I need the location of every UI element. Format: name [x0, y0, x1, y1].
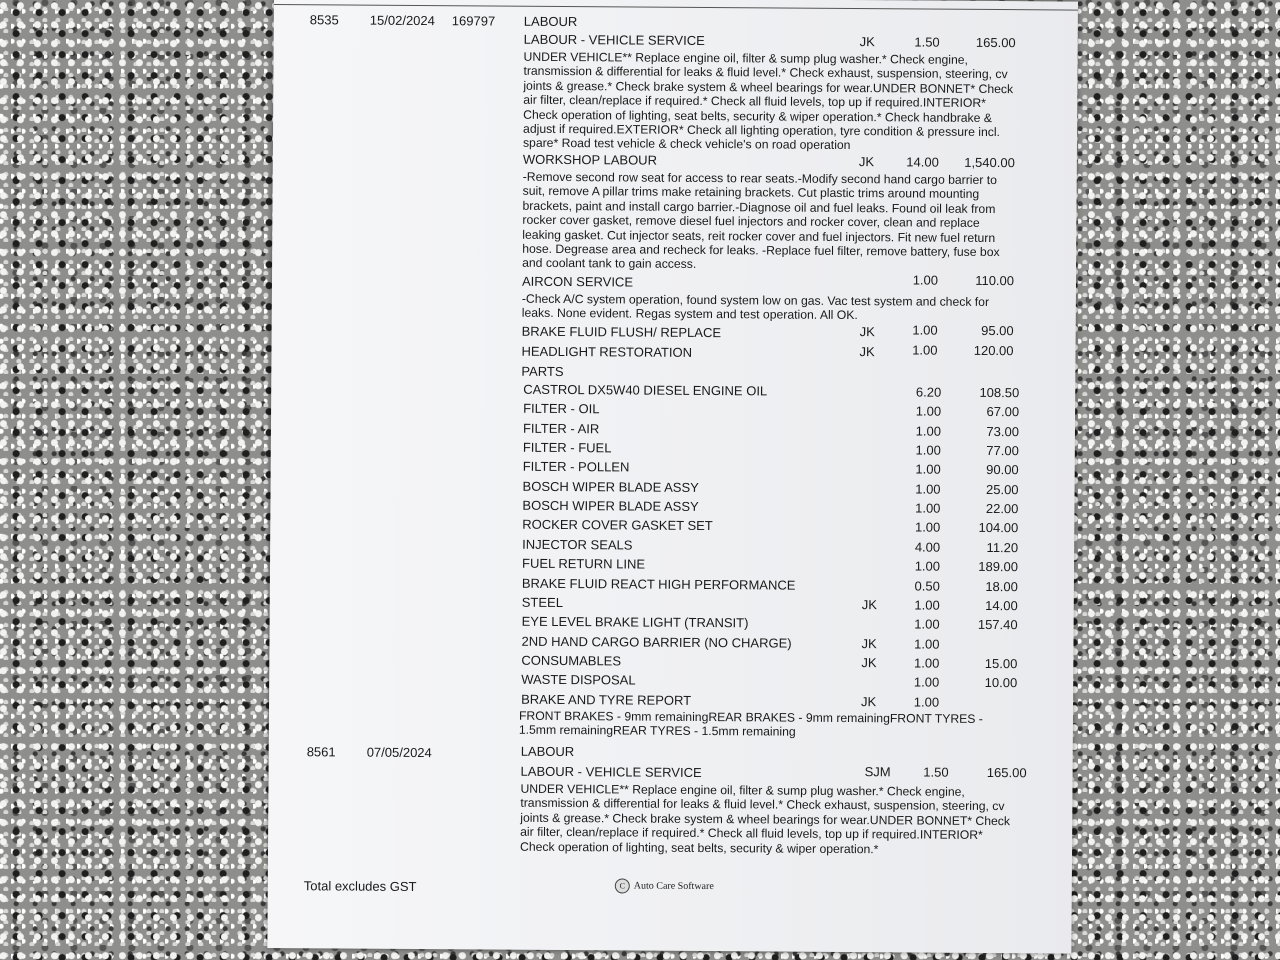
line-amount: 120.00 — [973, 342, 1014, 359]
part-qty: 1.00 — [915, 500, 941, 516]
part-qty: 1.00 — [915, 423, 942, 439]
part-amount: 11.20 — [986, 539, 1019, 556]
section-label-labour: LABOUR — [523, 13, 578, 30]
part-qty: 1.00 — [914, 616, 940, 632]
part-description: CONSUMABLES — [521, 652, 622, 669]
part-qty: 4.00 — [914, 539, 941, 555]
line-notes: UNDER VEHICLE** Replace engine oil, filter & sump plug washer.* Check engine, transmission & differential for leaks & fluid level.* Check exhaust, suspension, steering, cv joints & grease.* Check brake system & wheel bearings for wear.UNDER BONNET* Check air filter, clean/replace if required.* Check all fluid levels, top up if required.INTERIOR* Check operation of lighting, seat belts, security & wiper operation.* — [520, 781, 1011, 856]
part-amount: 189.00 — [978, 559, 1019, 575]
line-description: LABOUR - VEHICLE SERVICE — [520, 763, 702, 781]
part-qty: 1.00 — [915, 442, 941, 458]
part-tech: JK — [861, 655, 877, 671]
part-amount: 25.00 — [985, 481, 1019, 497]
line-description: HEADLIGHT RESTORATION — [521, 343, 693, 360]
part-qty: 1.00 — [913, 674, 940, 690]
part-description: BOSCH WIPER BLADE ASSY — [522, 497, 699, 515]
line-tech: JK — [859, 344, 875, 360]
software-brand — [615, 878, 714, 894]
part-amount: 15.00 — [984, 655, 1018, 672]
line-amount: 1,540.00 — [964, 154, 1015, 171]
part-qty: 1.00 — [913, 655, 940, 671]
line-notes: -Remove second row seat for access to rear seats.-Modify second hand cargo barrier to suit, remove A pillar trims make retaining brackets. Cut plastic trims around mounting brackets, paint and install cargo barrier.-Diagnose oil and fuel leaks. Found oil leak from rocker cover gasket, remove diesel fuel injectors and rocker cover, clean and replace leaking gasket. Cut injector seats, reit rocker cover and fuel injectors. Fit new fuel return hose. Degrease area and recheck for leaks. -Replace fuel filter, remove battery, fuse box and coolant tank to gain access. — [522, 169, 1000, 272]
part-amount — [945, 694, 1017, 695]
part-description: INJECTOR SEALS — [522, 536, 633, 553]
section-label-labour: LABOUR — [520, 743, 575, 760]
part-description: BOSCH WIPER BLADE ASSY — [522, 478, 699, 495]
line-tech: JK — [859, 34, 875, 50]
section-label-parts: PARTS — [521, 363, 564, 380]
line-amount: 165.00 — [975, 34, 1016, 51]
part-description: ROCKER COVER GASKET SET — [522, 517, 713, 534]
part-amount — [946, 636, 1018, 637]
part-qty: 1.00 — [914, 519, 941, 536]
part-qty: 1.00 — [915, 481, 941, 497]
line-amount: 165.00 — [986, 764, 1027, 781]
part-description: STEEL — [521, 594, 564, 610]
part-qty: 1.00 — [913, 694, 940, 710]
part-description: EYE LEVEL BRAKE LIGHT (TRANSIT) — [521, 613, 749, 631]
software-name: Auto Care Software — [633, 880, 714, 893]
part-amount: 10.00 — [984, 675, 1018, 691]
line-qty: 1.50 — [923, 764, 949, 780]
header-rule — [274, 0, 1078, 11]
report-note: FRONT BRAKES - 9mm remainingREAR BRAKES - 9mm remainingFRONT TYRES - 1.5mm remainingREAR TYRES - 1.5mm remaining — [518, 708, 983, 740]
part-qty: 6.20 — [915, 384, 942, 400]
part-description: FILTER - AIR — [522, 420, 600, 436]
part-description: BRAKE FLUID REACT HIGH PERFORMANCE — [521, 575, 796, 593]
job-date: 07/05/2024 — [366, 744, 432, 761]
line-qty: 14.00 — [906, 154, 939, 170]
part-amount: 22.00 — [985, 501, 1019, 517]
line-qty: 1.00 — [912, 342, 938, 358]
part-amount: 67.00 — [986, 404, 1020, 420]
line-tech: SJM — [864, 764, 891, 780]
total-note: Total excludes GST — [303, 878, 417, 895]
part-amount: 108.50 — [979, 384, 1020, 401]
line-amount: 110.00 — [975, 272, 1015, 289]
part-description: FILTER - OIL — [523, 401, 600, 417]
job-number: 8535 — [309, 12, 339, 28]
part-description: BRAKE AND TYRE REPORT — [521, 691, 692, 708]
invoice-sheet — [267, 0, 1078, 954]
job-date: 15/02/2024 — [369, 12, 435, 29]
line-description: WORKSHOP LABOUR — [522, 151, 658, 168]
part-qty: 0.50 — [914, 577, 940, 594]
part-description: FUEL RETURN LINE — [521, 555, 646, 572]
line-qty: 1.50 — [914, 34, 940, 50]
part-description: WASTE DISPOSAL — [521, 671, 636, 688]
part-description: CASTROL DX5W40 DIESEL ENGINE OIL — [523, 381, 768, 399]
part-tech: JK — [861, 693, 877, 709]
copyright-logo-icon: C — [615, 878, 630, 893]
part-amount: 104.00 — [978, 520, 1019, 536]
part-amount: 73.00 — [986, 423, 1020, 439]
line-notes: UNDER VEHICLE** Replace engine oil, filter & sump plug washer.* Check engine, transmission & differential for leaks & fluid level.* Check exhaust, suspension, steering, cv joints & grease.* Check brake system & wheel bearings for wear.UNDER BONNET* Check air filter, clean/replace if required.* Check all fluid levels, top up if required.INTERIOR* Check operation of lighting, seat belts, security & wiper operation.* Check handbrake & adjust if required.EXTERIOR* Check all lighting operation, tyre condition & pressure incl. spare* Road test vehicle & check vehicle's on road operation — [522, 49, 1014, 153]
part-amount: 90.00 — [986, 462, 1019, 478]
job-ref: 169797 — [451, 13, 496, 29]
part-amount: 157.40 — [977, 617, 1018, 633]
part-tech: JK — [861, 596, 877, 613]
part-qty: 1.00 — [914, 636, 940, 652]
part-qty: 1.00 — [915, 403, 942, 420]
part-amount: 18.00 — [985, 578, 1018, 594]
part-description: FILTER - FUEL — [522, 439, 612, 456]
part-qty: 1.00 — [914, 558, 941, 574]
line-description: BRAKE FLUID FLUSH/ REPLACE — [521, 323, 722, 341]
job-number: 8561 — [306, 744, 336, 760]
part-amount: 14.00 — [985, 597, 1018, 614]
line-description: LABOUR - VEHICLE SERVICE — [523, 31, 705, 49]
part-amount: 77.00 — [986, 443, 1019, 459]
line-description: AIRCON SERVICE — [521, 273, 634, 290]
line-tech: JK — [858, 154, 875, 170]
line-amount: 95.00 — [981, 322, 1014, 339]
line-notes: -Check A/C system operation, found system low on gas. Vac test system and check for leaks. None evident. Regas system and test operation. All OK. — [521, 291, 990, 323]
part-description: FILTER - POLLEN — [522, 459, 630, 475]
line-qty: 1.00 — [912, 272, 939, 288]
part-tech: JK — [861, 635, 877, 651]
line-qty: 1.00 — [912, 322, 938, 338]
part-qty: 1.00 — [914, 597, 940, 613]
part-description: 2ND HAND CARGO BARRIER (NO CHARGE) — [521, 633, 792, 651]
part-qty: 1.00 — [915, 461, 941, 478]
line-tech: JK — [859, 324, 875, 340]
